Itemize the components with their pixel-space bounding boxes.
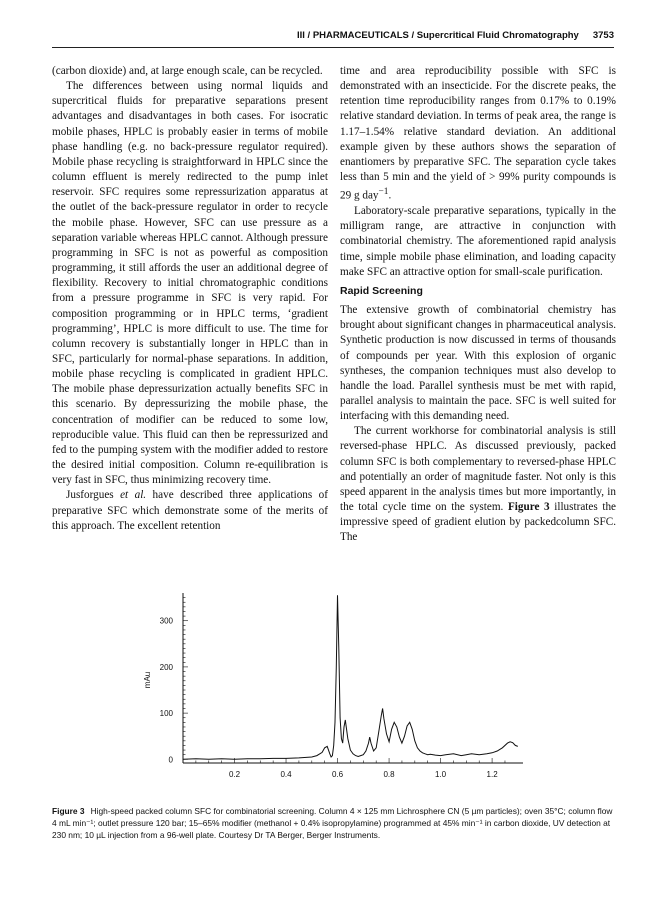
- left-paragraph-1: (carbon dioxide) and, at large enough scale, can be recycled.: [52, 65, 323, 77]
- left-paragraph-2: The differences between using normal liquids and supercritical fluids for preparative separations present advantages and disadvantages in both cases. For isocratic mobile phases, HPLC is probably easier in terms of mobile phase handling (e.g. no back-pressure regulator required). Mobile phase recycling is straightforward in HPLC since the column effluent is merely redirected to the pump inlet reservoir. SFC requires some repressurization apparatus at the outlet of the back-pressure regulator in order to recycle the mobile phase. However, SFC can use pressure as a separation variable whereas HPLC cannot. Although pressure programming in SFC is not as powerful as composition programming, it still affords the user an additional degree of flexibility. Recovery to initial chromatographic conditions from a pressure programme in SFC is very rapid. For composition programming or in HPLC terms, ‘gradient programming’, HPLC is more difficult to use. The time for column recovery is substantially longer in HPLC than in SFC, particularly for normal-phase separations. In addition, mobile phase recycling is complicated in gradient HPLC. The mobile phase depressurization actually benefits SFC in this scenario. By depressurizing the mobile phase, the concentration of modifier can be reduced to some low, reproducible value. This fluid can then be repressurized and fed to the pumping system with the modifier added to restore the desired initial composition. Column re-equilibration is very fast in SFC, thus minimizing recovery time.: [52, 80, 328, 487]
- page-number: 3753: [592, 30, 614, 41]
- right-p1-sup: −1: [378, 187, 389, 198]
- right-p4-end: illustrates the impressive speed of gradient elution by packedcolumn SFC. The: [340, 501, 617, 544]
- x-tick-label: 1.2: [486, 770, 498, 779]
- right-p1-end: .: [388, 189, 392, 202]
- right-paragraph-3: The extensive growth of combinatorial chemistry has brought about significant changes in pharmaceutical analysis. Synthetic production is now discussed in terms of thousands of compounds per year. With this explosion of organic syntheses, the companion techniques must also develop to handle the load. Parallel synthesis must be met with rapid, parallel analysis to maintain the pace. SFC is well suited for interfacing with this demanding need.: [340, 304, 616, 423]
- chart-ticks: [160, 598, 505, 779]
- caption-text: High-speed packed column SFC for combinatorial screening. Column 4 × 125 mm Lichrosphere CN (5 µm particles); oven 35°C; column flow 4 mL min⁻¹; outlet pressure 120 bar; 15–65% modifier (methanol + 0.4% isopropylamine) programmed at 45% min⁻¹ in carbon dioxide, UV detection at 230 nm; 10 µL injection from a 96-well plate. Courtesy Dr TA Berger, Berger Instruments.: [52, 806, 613, 840]
- figure-caption: [52, 805, 614, 841]
- y-tick-label: 300: [159, 616, 173, 626]
- y-tick-label: 100: [159, 709, 173, 719]
- left-p3-start: Jusforgues: [66, 489, 121, 502]
- y-tick-label: 200: [159, 662, 173, 672]
- chart-axes: [183, 593, 523, 763]
- chromatogram-trace: [183, 595, 518, 759]
- section-heading: Rapid Screening: [340, 284, 423, 297]
- right-p4-text: The current workhorse for combinatorial analysis is still reversed-phase HPLC. As discussed previously, packed column SFC is both complementary to reversed-phase HPLC and potentially an order of magnitude faster. Not only is this speed apparent in the analysis times but more importantly, in the total cycle time on the system.: [340, 425, 616, 514]
- x-tick-label: 0.6: [331, 770, 344, 779]
- x-tick-label: 0.2: [228, 770, 241, 779]
- figure-reference: Figure 3: [507, 501, 550, 514]
- y-axis-title: mAu: [143, 671, 152, 689]
- running-title: III / PHARMACEUTICALS / Supercritical Fluid Chromatography: [296, 30, 579, 41]
- et-al: et al.: [120, 489, 147, 502]
- right-column: [340, 64, 616, 546]
- right-paragraph-2: Laboratory-scale preparative separations, typically in the milligram range, are attractive in conjunction with combinatorial chemistry. The aforementioned rapid analysis time, simple mobile phase elimination, and loading capacity make SFC an attractive option for small-scale purification.: [340, 205, 616, 278]
- right-p1-text: time and area reproducibility possible with SFC is demonstrated with an insecticide. For the discrete peaks, the retention time reproducibility ranges from 0.17% to 0.19% relative standard deviation. In terms of peak area, the range is 1.17–1.54% relative standard deviation. An additional example given by these authors shows the separation of enantiomers by preparative SFC. The separation cycle takes less than 5 min and the yield of > 99% purity compounds is 29 g day: [340, 65, 616, 202]
- x-tick-label: 0.8: [383, 770, 395, 779]
- header-rule: [52, 47, 614, 48]
- right-paragraph-1: [340, 64, 616, 204]
- right-paragraph-4: [340, 424, 616, 545]
- x-tick-label: 1.0: [435, 770, 447, 779]
- figure-label: Figure 3: [52, 806, 85, 816]
- chromatogram-figure: [100, 585, 560, 800]
- left-paragraph-3: [52, 488, 328, 533]
- running-header: [18, 30, 614, 46]
- left-p3-end: have described three applications of preparative SFC which demonstrate some of the merits of this approach. The excellent retention: [52, 489, 328, 532]
- left-column: [52, 64, 328, 534]
- y-tick-label: 0: [168, 755, 173, 765]
- x-tick-label: 0.4: [280, 770, 292, 779]
